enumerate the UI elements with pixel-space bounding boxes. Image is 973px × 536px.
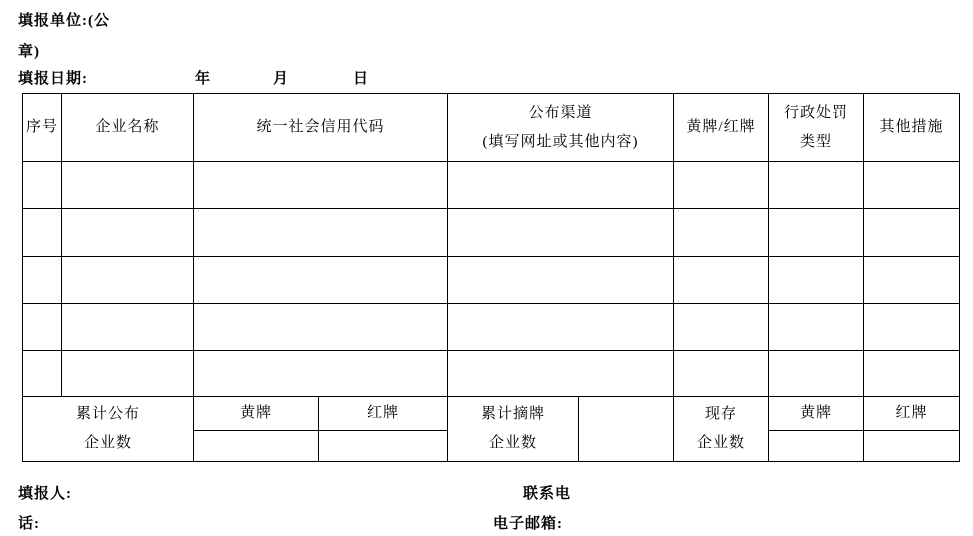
contact-phone-label-part2: 话: (18, 516, 40, 532)
company-name-cell[interactable] (62, 162, 194, 209)
company-name-cell[interactable] (62, 304, 194, 351)
other-measures-cell[interactable] (864, 304, 960, 351)
card-cell[interactable] (674, 162, 769, 209)
penalty-type-cell[interactable] (769, 209, 864, 257)
serial-cell[interactable] (23, 351, 62, 397)
col-header-publish-channel: 公布渠道 (填写网址或其他内容) (448, 94, 674, 162)
table-row (23, 209, 960, 257)
publish-channel-cell[interactable] (448, 257, 674, 304)
summary-cumulative-published-label: 累计公布 企业数 (23, 397, 194, 462)
credit-code-cell[interactable] (194, 162, 448, 209)
publish-channel-cell[interactable] (448, 162, 674, 209)
reporting-unit-label-line2: 章) (18, 44, 40, 60)
summary-yellow-card-label-right: 黄牌 (769, 397, 864, 431)
summary-yellow-card-label-left: 黄牌 (194, 397, 319, 431)
col-header-credit-code: 统一社会信用代码 (194, 94, 448, 162)
serial-cell[interactable] (23, 257, 62, 304)
col-header-yellow-red-card: 黄牌/红牌 (674, 94, 769, 162)
reporting-date-label: 填报日期: (18, 71, 88, 87)
col-header-other-measures: 其他措施 (864, 94, 960, 162)
summary-delisted-value-cell[interactable] (579, 397, 674, 462)
credit-code-cell[interactable] (194, 304, 448, 351)
reporting-unit-label-line1: 填报单位:(公 (18, 13, 110, 29)
summary-existing-label: 现存 企业数 (674, 397, 769, 462)
credit-code-cell[interactable] (194, 351, 448, 397)
card-cell[interactable] (674, 257, 769, 304)
summary-row-top (23, 397, 960, 431)
day-label: 日 (353, 71, 370, 87)
report-table (22, 93, 960, 462)
credit-code-cell[interactable] (194, 257, 448, 304)
table-header-row (23, 94, 960, 162)
publish-channel-cell[interactable] (448, 351, 674, 397)
summary-red-value-cell-right[interactable] (864, 431, 960, 462)
other-measures-cell[interactable] (864, 257, 960, 304)
company-name-cell[interactable] (62, 351, 194, 397)
col-header-company-name: 企业名称 (62, 94, 194, 162)
card-cell[interactable] (674, 351, 769, 397)
serial-cell[interactable] (23, 304, 62, 351)
year-label: 年 (195, 71, 212, 87)
col-header-penalty-type: 行政处罚 类型 (769, 94, 864, 162)
serial-cell[interactable] (23, 162, 62, 209)
serial-cell[interactable] (23, 209, 62, 257)
publish-channel-cell[interactable] (448, 209, 674, 257)
filler-label: 填报人: (18, 486, 72, 502)
month-label: 月 (273, 71, 290, 87)
summary-cumulative-delisted-label: 累计摘牌 企业数 (448, 397, 579, 462)
contact-phone-label-part1: 联系电 (523, 486, 572, 502)
credit-code-cell[interactable] (194, 209, 448, 257)
summary-yellow-value-cell-left[interactable] (194, 431, 319, 462)
table-row (23, 351, 960, 397)
card-cell[interactable] (674, 304, 769, 351)
table-row (23, 304, 960, 351)
summary-yellow-value-cell-right[interactable] (769, 431, 864, 462)
col-header-serial-number: 序号 (23, 94, 62, 162)
penalty-type-cell[interactable] (769, 162, 864, 209)
summary-red-card-label-right: 红牌 (864, 397, 960, 431)
other-measures-cell[interactable] (864, 162, 960, 209)
publish-channel-cell[interactable] (448, 304, 674, 351)
table-row (23, 257, 960, 304)
penalty-type-cell[interactable] (769, 304, 864, 351)
summary-red-card-label-left: 红牌 (319, 397, 448, 431)
other-measures-cell[interactable] (864, 209, 960, 257)
table-row (23, 162, 960, 209)
card-cell[interactable] (674, 209, 769, 257)
email-label: 电子邮箱: (493, 516, 563, 532)
summary-red-value-cell-left[interactable] (319, 431, 448, 462)
company-name-cell[interactable] (62, 209, 194, 257)
penalty-type-cell[interactable] (769, 257, 864, 304)
other-measures-cell[interactable] (864, 351, 960, 397)
company-name-cell[interactable] (62, 257, 194, 304)
penalty-type-cell[interactable] (769, 351, 864, 397)
